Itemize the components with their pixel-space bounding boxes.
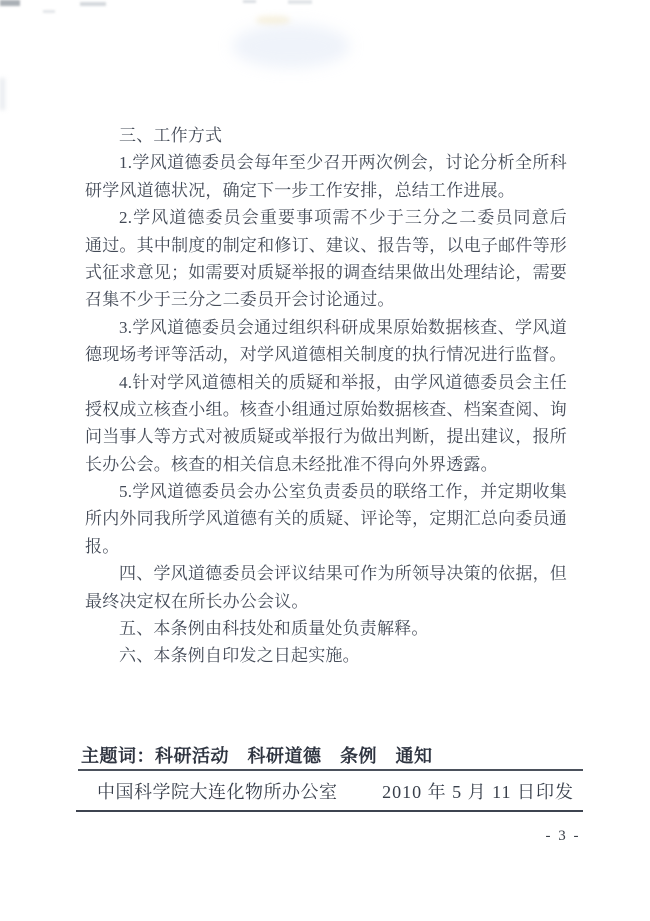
scan-artifact [0, 78, 5, 110]
text-line: 1.学风道德委员会每年至少召开两次例会，讨论分析全所科 [119, 153, 567, 173]
text-line: 3.学风道德委员会通过组织科研成果原始数据核查、学风道 [119, 317, 567, 337]
scan-artifact [243, 0, 256, 3]
text-line: 4.针对学风道德相关的质疑和举报，由学风道德委员会主任 [119, 372, 567, 392]
footer-bottom-rule [76, 810, 583, 812]
text-line: 三、工作方式 [119, 126, 223, 145]
text-line: 授权成立核查小组。核查小组通过原始数据核查、档案查阅、询 [85, 399, 567, 419]
scan-artifact [80, 2, 106, 6]
document-body [85, 122, 567, 670]
text-line: 报。 [85, 536, 120, 556]
scan-bleedthrough-smudge [232, 24, 350, 68]
page-number: - 3 - [545, 828, 581, 844]
subject-underline-rule [78, 769, 583, 771]
text-line: 式征求意见；如需要对质疑举报的调查结果做出处理结论，需要 [85, 262, 567, 282]
issuer-row [78, 780, 583, 804]
document-footer [78, 744, 583, 812]
text-line: 问当事人等方式对被质疑或举报行为做出判断，提出建议，报所 [85, 427, 567, 447]
text-line: 通过。其中制度的制定和修订、建议、报告等，以电子邮件等形 [85, 235, 567, 255]
text-line: 长办公会。核查的相关信息未经批准不得向外界透露。 [85, 454, 498, 474]
text-line: 四、学风道德委员会评议结果可作为所领导决策的依据，但 [119, 564, 567, 584]
print-date: 2010 年 5 月 11 日印发 [382, 782, 574, 802]
text-line: 六、本条例自印发之日起实施。 [119, 646, 360, 666]
text-line: 所内外同我所学风道德有关的质疑、评论等，定期汇总向委员通 [85, 509, 567, 529]
text-line: 5.学风道德委员会办公室负责委员的联络工作，并定期收集 [119, 482, 567, 502]
subject-keywords-line: 主题词：科研活动 科研道德 条例 通知 [81, 746, 433, 766]
scan-artifact [43, 10, 55, 13]
issuing-office: 中国科学院大连化物所办公室 [97, 782, 338, 802]
text-line: 研学风道德状况，确定下一步工作安排，总结工作进展。 [85, 180, 515, 200]
scan-artifact [288, 0, 312, 4]
text-line: 2.学风道德委员会重要事项需不少于三分之二委员同意后 [119, 208, 567, 228]
scan-artifact [0, 0, 20, 6]
text-line: 召集不少于三分之二委员开会讨论通过。 [85, 290, 395, 310]
scan-stain [256, 16, 290, 24]
text-line: 五、本条例由科技处和质量处负责解释。 [119, 619, 429, 639]
text-line: 最终决定权在所长办公会议。 [85, 591, 309, 611]
text-line: 德现场考评等活动，对学风道德相关制度的执行情况进行监督。 [85, 345, 567, 365]
